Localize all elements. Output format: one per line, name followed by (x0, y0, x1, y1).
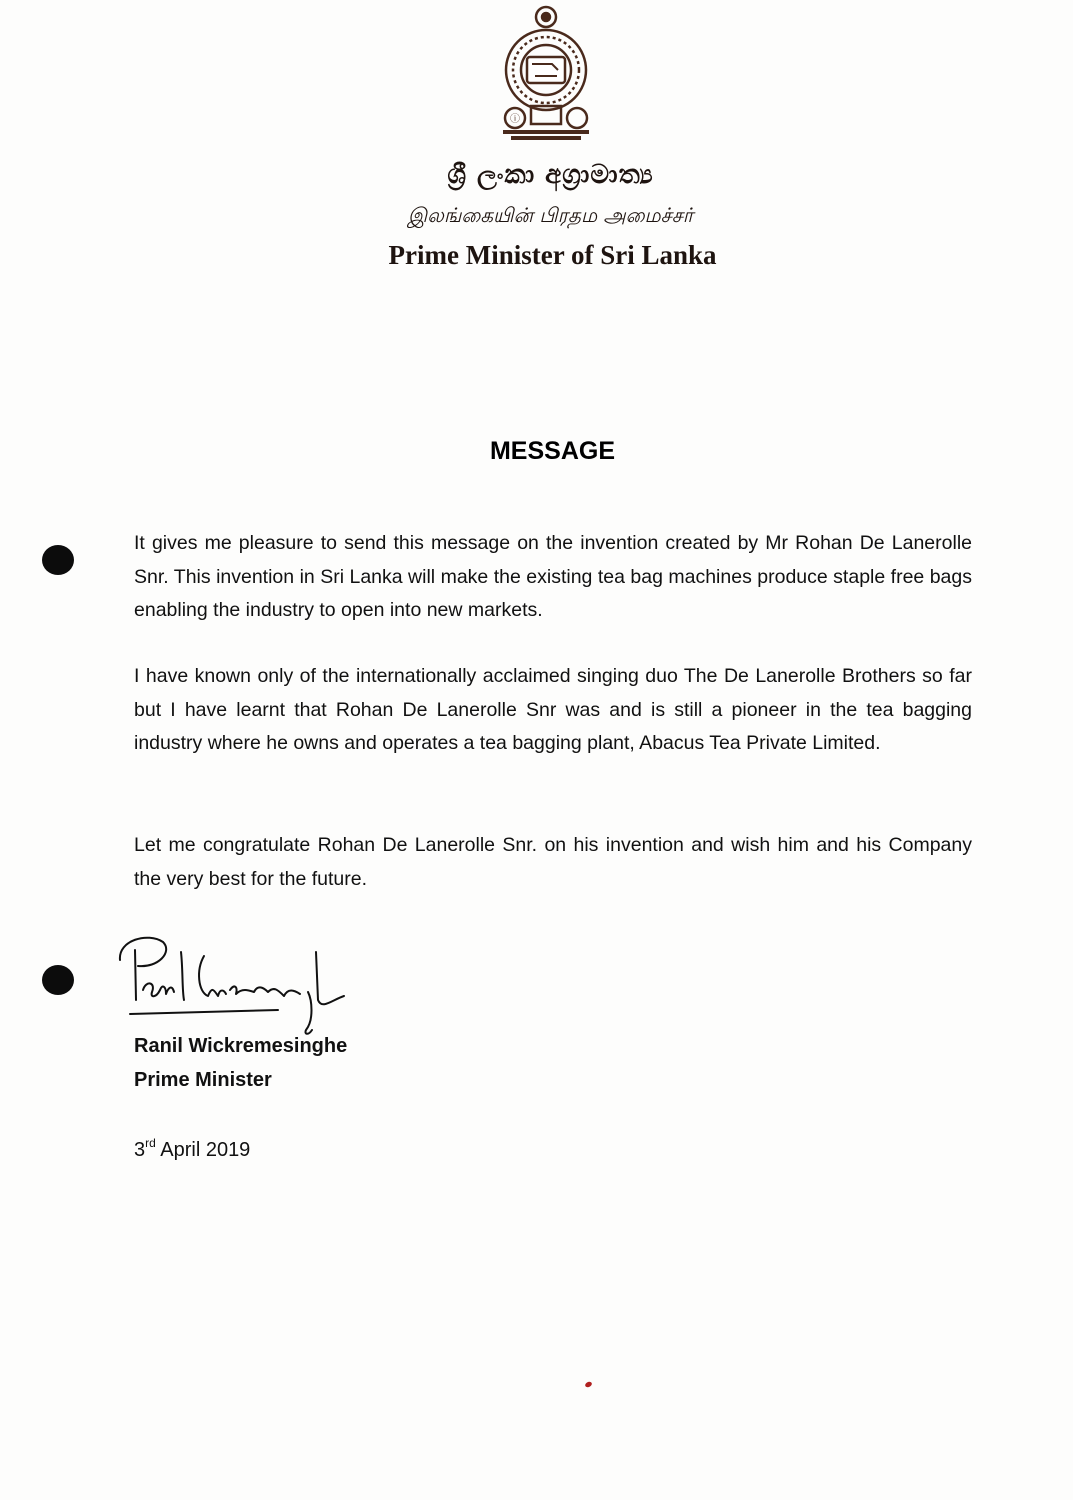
punch-hole-mark (42, 965, 74, 995)
letterhead-title-english: Prime Minister of Sri Lanka (388, 240, 717, 270)
date-day: 3 (134, 1139, 146, 1161)
letter-date (134, 1136, 250, 1162)
date-suffix: rd (145, 1136, 156, 1150)
date-month-year: April 2019 (155, 1139, 251, 1161)
signatory-name: Ranil Wickremesinghe (134, 1035, 348, 1057)
ink-speck-mark (584, 1381, 592, 1388)
letterhead-title-tamil: இலங்கையின் பிரதம அமைச்சர் (407, 203, 694, 227)
message-paragraph: I have known only of the internationally acclaimed singing duo The De Lanerolle Brothers so far but I have learnt that Rohan De Lanerolle Snr was and is still a pioneer in the tea bagging industry where he owns and operates a tea bagging plant, Abacus Tea Private Limited. (134, 665, 972, 754)
document-heading: MESSAGE (489, 437, 616, 465)
message-paragraph: It gives me pleasure to send this message on the invention created by Mr Rohan De Lanerolle Snr. This invention in Sri Lanka will make the existing tea bag machines produce staple free bags enabling the industry to open into new markets. (134, 532, 972, 621)
punch-hole-mark (42, 545, 74, 575)
handwritten-signature (108, 930, 358, 1040)
svg-text:ⓘ: ⓘ (510, 114, 520, 125)
national-emblem-icon (497, 2, 595, 140)
message-paragraph: Let me congratulate Rohan De Lanerolle Snr. on his invention and wish him and his Company the very best for the future. (134, 834, 972, 890)
letterhead-title-sinhala: ශ්‍රී ලංකා අග්‍රාමාත්‍ය (447, 160, 654, 190)
signatory-role: Prime Minister (134, 1069, 272, 1091)
